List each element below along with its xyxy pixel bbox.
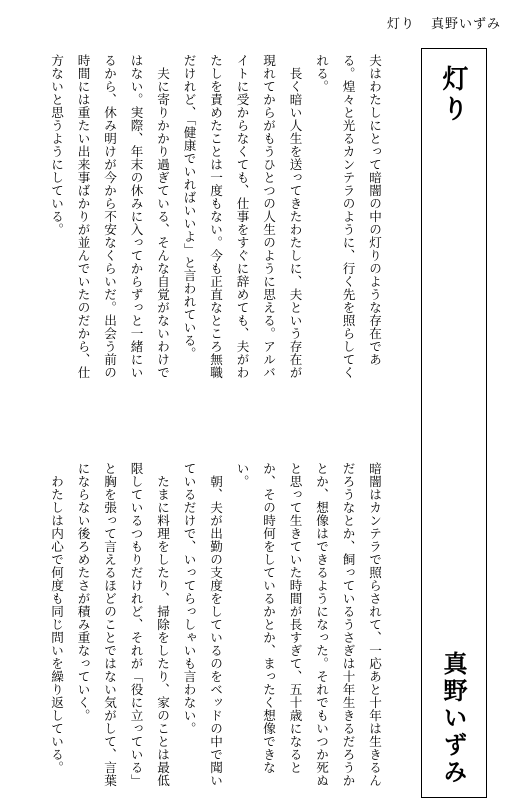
header-author: 真野いずみ <box>430 17 501 32</box>
text-block-top <box>43 54 388 380</box>
story-title: 灯り <box>438 65 468 125</box>
paragraph: わたしは内心で何度も同じ問いを繰り返している。 <box>49 474 64 774</box>
paragraph: 長く暗い人生を送ってきたわたしに、夫という存在が現れてからがもうひとつの人生のように思える。アルバイトに受からなくても、仕事をすぐに辞めても、夫がわたしを責めたことは一度もない。今も正直なところ無職だけれど、「健康でいればいいよ」と言われている。 <box>181 54 303 379</box>
paragraph: 夫に寄りかかり過ぎている、そんな自覚がないわけではない。実際、年末の休みに入ってからずっと一緒にいるから、休み明けが今から不安なくらいだ。出会う前の時間には重たい出来事ばかりが並んでいたのだから、仕方ないと思うようにしている。 <box>49 54 170 379</box>
paragraph: 朝、夫が出勤の支度をしているのをベッドの中で聞いているだけで、いってらっしゃいも言わない。 <box>181 462 223 787</box>
paragraph: たまに料理をしたり、掃除をしたり、家のことは最低限しているつもりだけれど、それが「役に立っている」と胸を張って言えるほどのことではない気がして、言葉にならない後ろめたさが積み重なっていく。 <box>75 462 170 787</box>
header-title: 灯り <box>386 17 415 32</box>
paragraph: 暗闇はカンテラで照らされて、一応あと十年は生きるんだろうなとか、飼っているうさぎは十年生きるだろうかとか、想像はできるようになった。それでもいつか死ぬと思って生きていた時間が長すぎて、五十歳になるとか、その時何をしているかとか、まったく想像できない。 <box>234 462 382 787</box>
story-author: 真野いずみ <box>439 651 468 786</box>
text-block-bottom <box>43 462 388 788</box>
title-box <box>421 48 487 798</box>
running-header <box>387 17 501 33</box>
paragraph: 夫はわたしにとって暗闇の中の灯りのような存在である。煌々と光るカンテラのように、行く先を照らしてくれる。 <box>314 54 382 379</box>
